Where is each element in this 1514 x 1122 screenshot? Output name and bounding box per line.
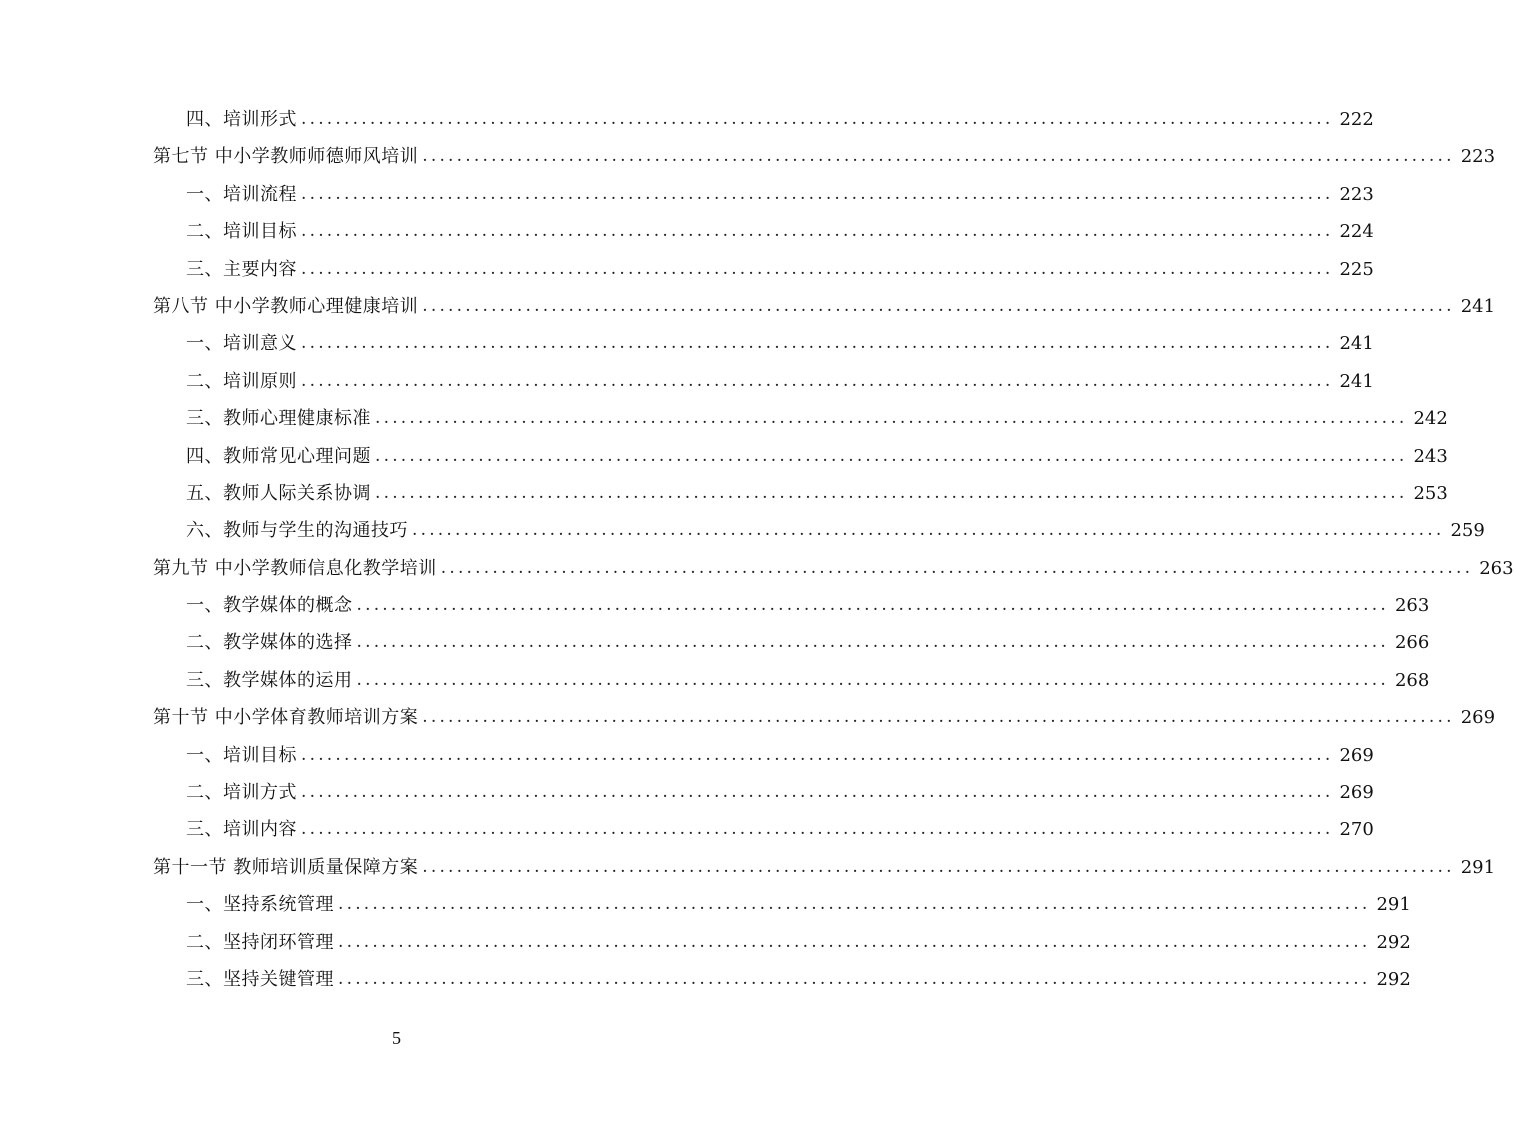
dot-leader: ........................................................................................................................ (412, 520, 1445, 541)
toc-section-entry[interactable] (0, 138, 1496, 175)
toc-entry-page-number: 268 (1394, 669, 1430, 691)
toc-subsection-entry[interactable] (0, 924, 1411, 961)
dot-leader: ........................................................................................................................ (301, 333, 1334, 354)
toc-subsection-entry[interactable] (0, 811, 1374, 848)
toc-subsection-entry[interactable] (0, 251, 1374, 288)
toc-entry-page-number: 223 (1460, 146, 1496, 168)
dot-leader: ........................................................................................................................ (375, 408, 1408, 429)
dot-leader: ........................................................................................................................ (338, 931, 1371, 952)
toc-subsection-entry[interactable] (0, 737, 1374, 774)
toc-entry-title: 三、培训内容 (186, 819, 297, 841)
toc-entry-page-number: 223 (1339, 183, 1374, 205)
toc-entry-page-number: 292 (1376, 968, 1411, 990)
toc-entry-page-number: 269 (1460, 707, 1496, 729)
toc-entry-title: 第九节 中小学教师信息化教学培训 (153, 557, 437, 579)
dot-leader: ........................................................................................................................ (301, 370, 1334, 391)
toc-entry-page-number: 291 (1376, 894, 1411, 916)
toc-subsection-entry[interactable] (0, 438, 1448, 475)
toc-entry-page-number: 269 (1339, 744, 1374, 766)
toc-subsection-entry[interactable] (0, 400, 1448, 437)
toc-subsection-entry[interactable] (0, 624, 1430, 661)
dot-leader: ........................................................................................................................ (301, 744, 1334, 765)
toc-entry-page-number: 266 (1394, 632, 1430, 654)
toc-subsection-entry[interactable] (0, 886, 1411, 923)
toc-entry-title: 二、培训目标 (186, 221, 297, 243)
toc-entry-page-number: 263 (1479, 557, 1514, 579)
toc-subsection-entry[interactable] (0, 961, 1411, 998)
toc-subsection-entry[interactable] (0, 512, 1485, 549)
dot-leader: ........................................................................................................................ (422, 146, 1455, 167)
dot-leader: ........................................................................................................................ (422, 707, 1455, 728)
dot-leader: ........................................................................................................................ (375, 445, 1408, 466)
toc-entry-title: 六、教师与学生的沟通技巧 (186, 520, 408, 542)
toc-subsection-entry[interactable] (0, 774, 1374, 811)
toc-subsection-entry[interactable] (0, 101, 1374, 138)
table-of-contents (0, 101, 1514, 998)
toc-entry-page-number: 222 (1339, 109, 1374, 130)
dot-leader: ........................................................................................................................ (338, 968, 1371, 989)
dot-leader: ........................................................................................................................ (422, 295, 1455, 316)
toc-entry-title: 二、培训原则 (186, 370, 297, 392)
toc-entry-title: 四、教师常见心理问题 (186, 445, 371, 467)
toc-subsection-entry[interactable] (0, 475, 1448, 512)
toc-entry-page-number: 242 (1413, 408, 1448, 430)
toc-entry-page-number: 291 (1460, 856, 1496, 878)
toc-entry-title: 一、培训流程 (186, 183, 297, 205)
toc-entry-title: 四、培训形式 (186, 109, 297, 130)
dot-leader: ........................................................................................................................ (356, 632, 1389, 653)
toc-entry-page-number: 241 (1339, 333, 1374, 355)
toc-entry-title: 五、教师人际关系协调 (186, 482, 371, 504)
toc-section-entry[interactable] (0, 849, 1496, 886)
toc-entry-page-number: 270 (1339, 819, 1374, 841)
toc-entry-title: 一、教学媒体的概念 (186, 595, 353, 617)
toc-section-entry[interactable] (0, 288, 1496, 325)
dot-leader: ........................................................................................................................ (440, 557, 1474, 578)
toc-entry-title: 一、培训目标 (186, 744, 297, 766)
toc-entry-title: 二、教学媒体的选择 (186, 632, 353, 654)
dot-leader: ........................................................................................................................ (301, 819, 1334, 840)
page-number: 5 (392, 1028, 401, 1048)
toc-entry-page-number: 241 (1460, 295, 1496, 317)
toc-entry-title: 第八节 中小学教师心理健康培训 (153, 295, 419, 317)
toc-entry-title: 二、培训方式 (186, 782, 297, 804)
dot-leader: ........................................................................................................................ (375, 482, 1408, 503)
toc-entry-page-number: 225 (1339, 258, 1374, 280)
dot-leader: ........................................................................................................................ (301, 221, 1334, 242)
toc-entry-page-number: 292 (1376, 931, 1411, 953)
dot-leader: ........................................................................................................................ (301, 109, 1334, 129)
toc-entry-title: 三、主要内容 (186, 258, 297, 280)
toc-section-entry[interactable] (0, 699, 1496, 736)
toc-entry-page-number: 269 (1339, 782, 1374, 804)
toc-entry-page-number: 253 (1413, 482, 1448, 504)
toc-entry-page-number: 259 (1450, 520, 1485, 542)
toc-subsection-entry[interactable] (0, 325, 1374, 362)
toc-entry-page-number: 243 (1413, 445, 1448, 467)
dot-leader: ........................................................................................................................ (301, 782, 1334, 803)
toc-entry-title: 二、坚持闭环管理 (186, 931, 334, 953)
toc-entry-page-number: 241 (1339, 370, 1374, 392)
toc-subsection-entry[interactable] (0, 662, 1430, 699)
dot-leader: ........................................................................................................................ (356, 669, 1389, 690)
toc-subsection-entry[interactable] (0, 363, 1374, 400)
toc-subsection-entry[interactable] (0, 587, 1430, 624)
toc-entry-title: 三、教学媒体的运用 (186, 669, 353, 691)
toc-entry-title: 第七节 中小学教师师德师风培训 (153, 146, 419, 168)
toc-entry-title: 一、培训意义 (186, 333, 297, 355)
toc-subsection-entry[interactable] (0, 176, 1374, 213)
toc-entry-page-number: 263 (1394, 595, 1430, 617)
toc-entry-page-number: 224 (1339, 221, 1374, 243)
toc-section-entry[interactable] (0, 550, 1514, 587)
dot-leader: ........................................................................................................................ (301, 258, 1334, 279)
toc-entry-title: 第十节 中小学体育教师培训方案 (153, 707, 419, 729)
dot-leader: ........................................................................................................................ (338, 894, 1371, 915)
dot-leader: ........................................................................................................................ (301, 183, 1334, 204)
dot-leader: ........................................................................................................................ (422, 856, 1455, 877)
dot-leader: ........................................................................................................................ (356, 595, 1389, 616)
toc-entry-title: 三、坚持关键管理 (186, 968, 334, 990)
toc-entry-title: 三、教师心理健康标准 (186, 408, 371, 430)
toc-entry-title: 第十一节 教师培训质量保障方案 (153, 856, 419, 878)
toc-subsection-entry[interactable] (0, 213, 1374, 250)
toc-entry-title: 一、坚持系统管理 (186, 894, 334, 916)
